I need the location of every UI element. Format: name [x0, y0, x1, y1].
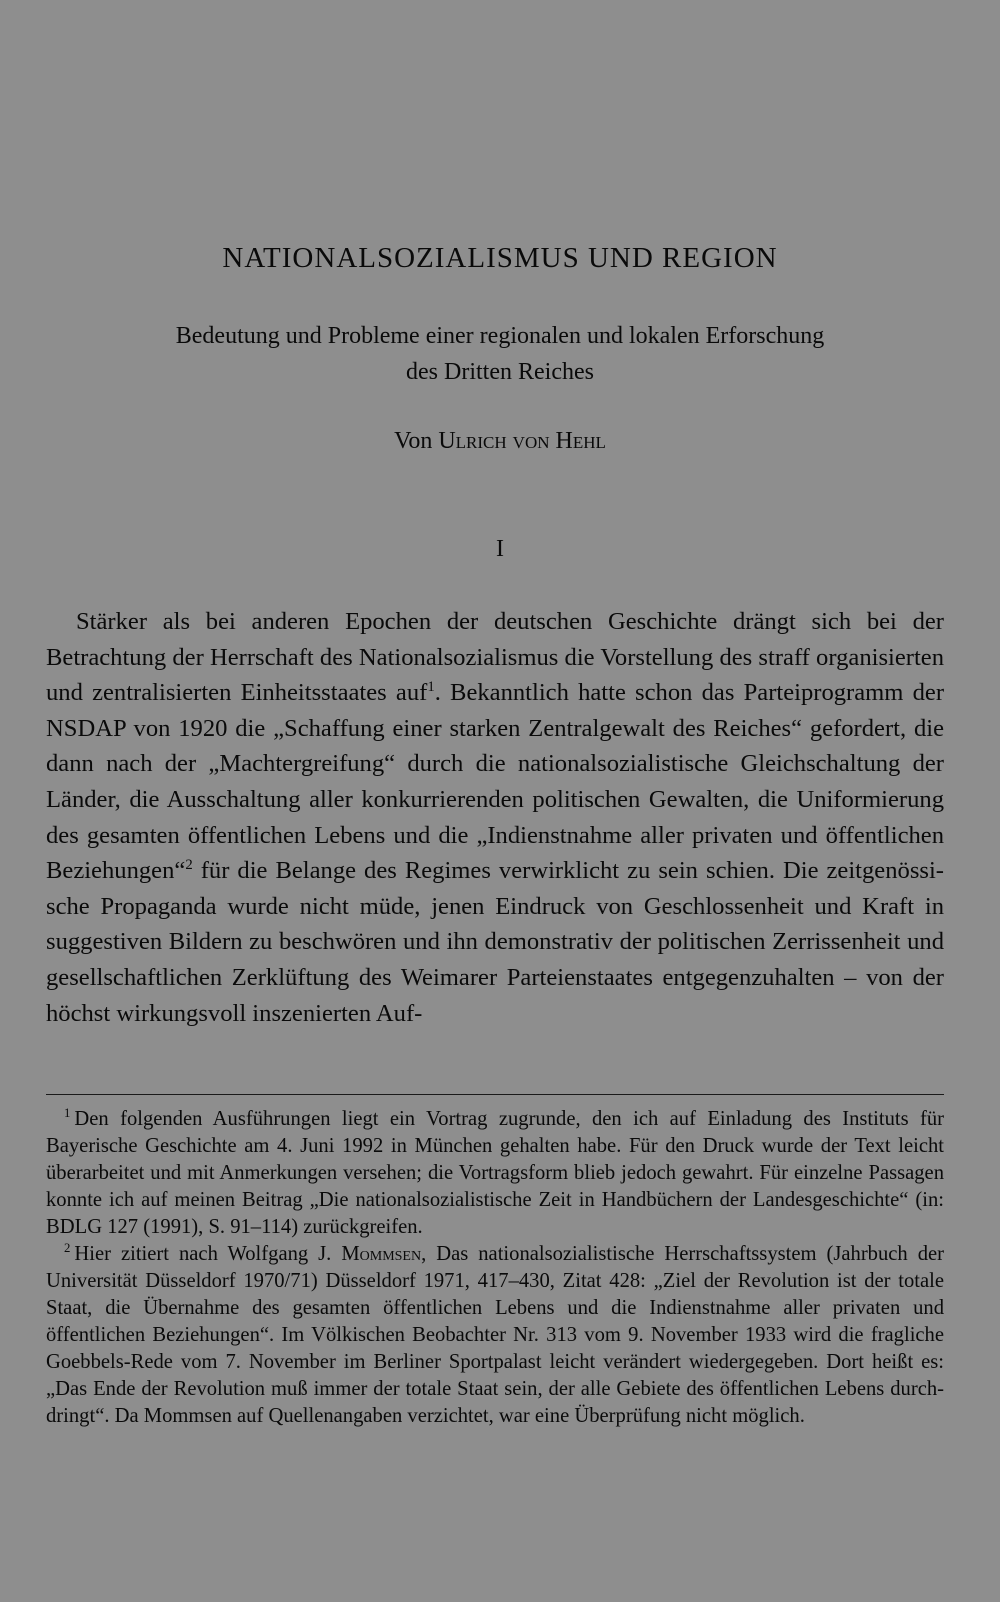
- footnote-2: [46, 1241, 944, 1430]
- article-subtitle: [100, 318, 900, 390]
- subtitle-line-1: Bedeutung und Probleme einer regionalen und lokalen Erforschung: [175, 323, 825, 349]
- body-text-part-3: für die Belange des Regimes verwirklicht zu sein schien. Die zeitgenössische Propaganda wurde nicht müde, jenen Eindruck von Geschlossenheit und Kraft in suggestiven Bildern zu beschwören und ihn demonstrativ der politischen Zerrissenheit und gesellschaftlichen Zerklüftung des Weimarer Parteienstaates entgegenzuhalten – von der höchst wirkungsvoll inszenierten Auf-: [46, 857, 944, 1027]
- author-prefix: Von: [394, 428, 439, 454]
- body-text-part-2: . Bekanntlich hatte schon das Parteiprogramm der NSDAP von 1920 die „Schaffung einer starken Zentralgewalt des Reiches“ gefordert, die dann nach der „Machtergreifung“ durch die nationalsozialistische Gleichschaltung der Länder, die Ausschaltung aller konkurrierenden politischen Gewalten, die Uniformierung des gesamten öffentlichen Lebens und die „Indienstnahme aller privaten und öffentlichen Beziehungen“: [46, 679, 945, 885]
- article-title: NATIONALSOZIALISMUS UND REGION: [222, 242, 778, 274]
- footnote-1-number: 1: [64, 1106, 71, 1121]
- footnote-2-author: Mommsen: [341, 1243, 422, 1265]
- footnote-separator: [46, 1094, 944, 1095]
- footnote-1-text: Den folgenden Ausführungen liegt ein Vortrag zugrunde, den ich auf Einladung des Instituts für Bayerische Geschichte am 4. Juni 1992 in München gehalten habe. Für den Druck wurde der Text leicht überarbeitet und mit Anmerkungen versehen; die Vortragsform blieb jedoch gewahrt. Für einzelne Passagen konnte ich auf meinen Beitrag „Die nationalsozialistische Zeit in Handbüchern der Landesgeschichte“ (in: BDLG 127 (1991), S. 91–114) zurückgreifen.: [46, 1108, 944, 1238]
- author-name: Ulrich von Hehl: [438, 428, 606, 454]
- footnote-2-text-before: Hier zitiert nach Wolfgang J.: [74, 1243, 342, 1265]
- body-paragraph: [46, 604, 944, 1031]
- section-number: I: [496, 536, 504, 562]
- footnotes: [46, 1106, 944, 1430]
- footnote-ref-2: 2: [185, 856, 193, 873]
- footnote-2-number: 2: [64, 1241, 71, 1256]
- article-author: [0, 428, 1000, 455]
- footnote-ref-1: 1: [427, 679, 435, 695]
- body-text-part-1: Stärker als bei anderen Epochen der deutschen Geschichte drängt sich bei der Betrachtung der Herrschaft des Nationalsozialismus die Vorstellung des straff organisierten und zentralisierten Einheitsstaates auf: [46, 608, 944, 707]
- footnote-1: [46, 1106, 944, 1241]
- subtitle-line-2: des Dritten Reiches: [406, 359, 594, 385]
- footnote-2-text-after: , Das nationalsozialistische Herrschaftssystem (Jahrbuch der Universität Düsseldorf 1970/71) Düsseldorf 1971, 417–430, Zitat 428: „Ziel der Revolution ist der totale Staat, die Übernahme des gesamten öffentlichen Lebens und die Indienstnahme aller privaten und öffentlichen Beziehungen“. Im Völkischen Beobachter Nr. 313 vom 9. November 1933 wird die fragliche Goebbels-Rede vom 7. November im Berliner Sportpalast leicht verändert wiedergegeben. Dort heißt es: „Das Ende der Revolution muß immer der totale Staat sein, der alle Gebiete des öffentlichen Lebens durchdringt“. Da Mommsen auf Quellenangaben verzichtet, war eine Überprüfung nicht möglich.: [46, 1243, 944, 1427]
